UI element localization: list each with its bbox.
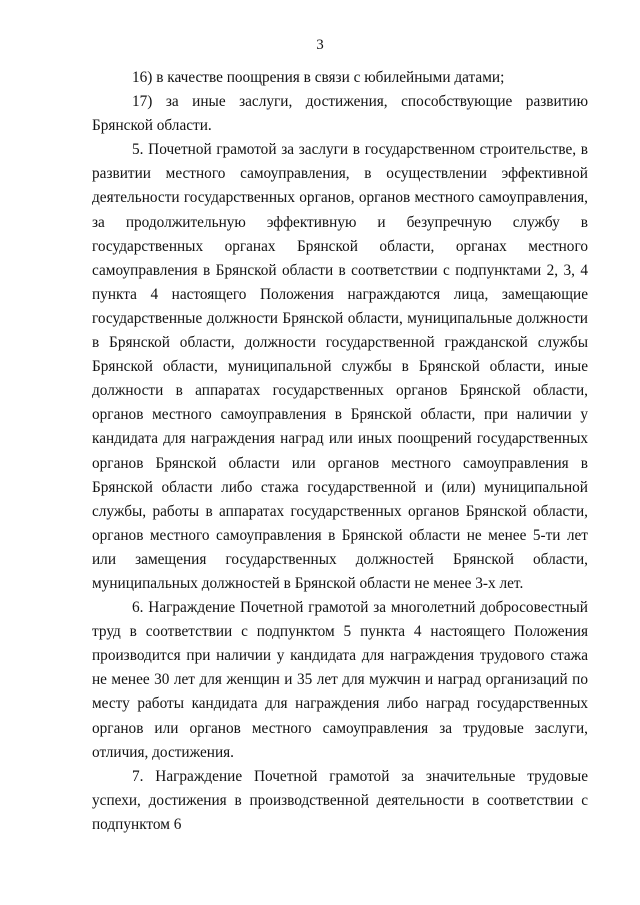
- page-number: 3: [316, 37, 324, 53]
- paragraph-section-6: 6. Награждение Почетной грамотой за многолетний добросовестный труд в соответствии с подпунктом 5 пункта 4 настоящего Положения производится при наличии у кандидата для награждения трудового стажа не менее 30 лет для женщин и 35 лет для мужчин и наград организаций по месту работы кандидата для награждения либо наград государственных органов или органов местного самоуправления за трудовые заслуги, отличия, достижения.: [92, 599, 588, 761]
- paragraph-section-7: 7. Награждение Почетной грамотой за значительные трудовые успехи, достижения в производственной деятельности в соответствии с подпунктом 6: [92, 767, 588, 833]
- paragraph-item-17: 17) за иные заслуги, достижения, способствующие развитию Брянской области.: [92, 93, 588, 135]
- paragraph-item-16: 16) в качестве поощрения в связи с юбилейными датами;: [132, 69, 505, 86]
- paragraph-section-5: 5. Почетной грамотой за заслуги в государственном строительстве, в развитии местного самоуправления, в осуществлении эффективной деятельности государственных органов, органов местного самоуправления, за продолжительную эффективную и безупречную службу в государственных органах Брянской области, органах местного самоуправления в Брянской области в соответствии с подпунктами 2, 3, 4 пункта 4 настоящего Положения награждаются лица, замещающие государственные должности Брянской области, муниципальные должности в Брянской области, должности государственной гражданской службы Брянской области, муниципальной службы в Брянской области, иные должности в аппаратах государственных органов Брянской области, органов местного самоуправления в Брянской области, при наличии у кандидата для награждения наград или иных поощрений государственных органов Брянской области или органов местного самоуправления в Брянской области либо стажа государственной и (или) муниципальной службы, работы в аппаратах государственных органов Брянской области, органов местного самоуправления в Брянской области не менее 5-ти лет или замещения государственных должностей Брянской области, муниципальных должностей в Брянской области не менее 3-х лет.: [92, 141, 588, 592]
- document-body: [92, 66, 588, 837]
